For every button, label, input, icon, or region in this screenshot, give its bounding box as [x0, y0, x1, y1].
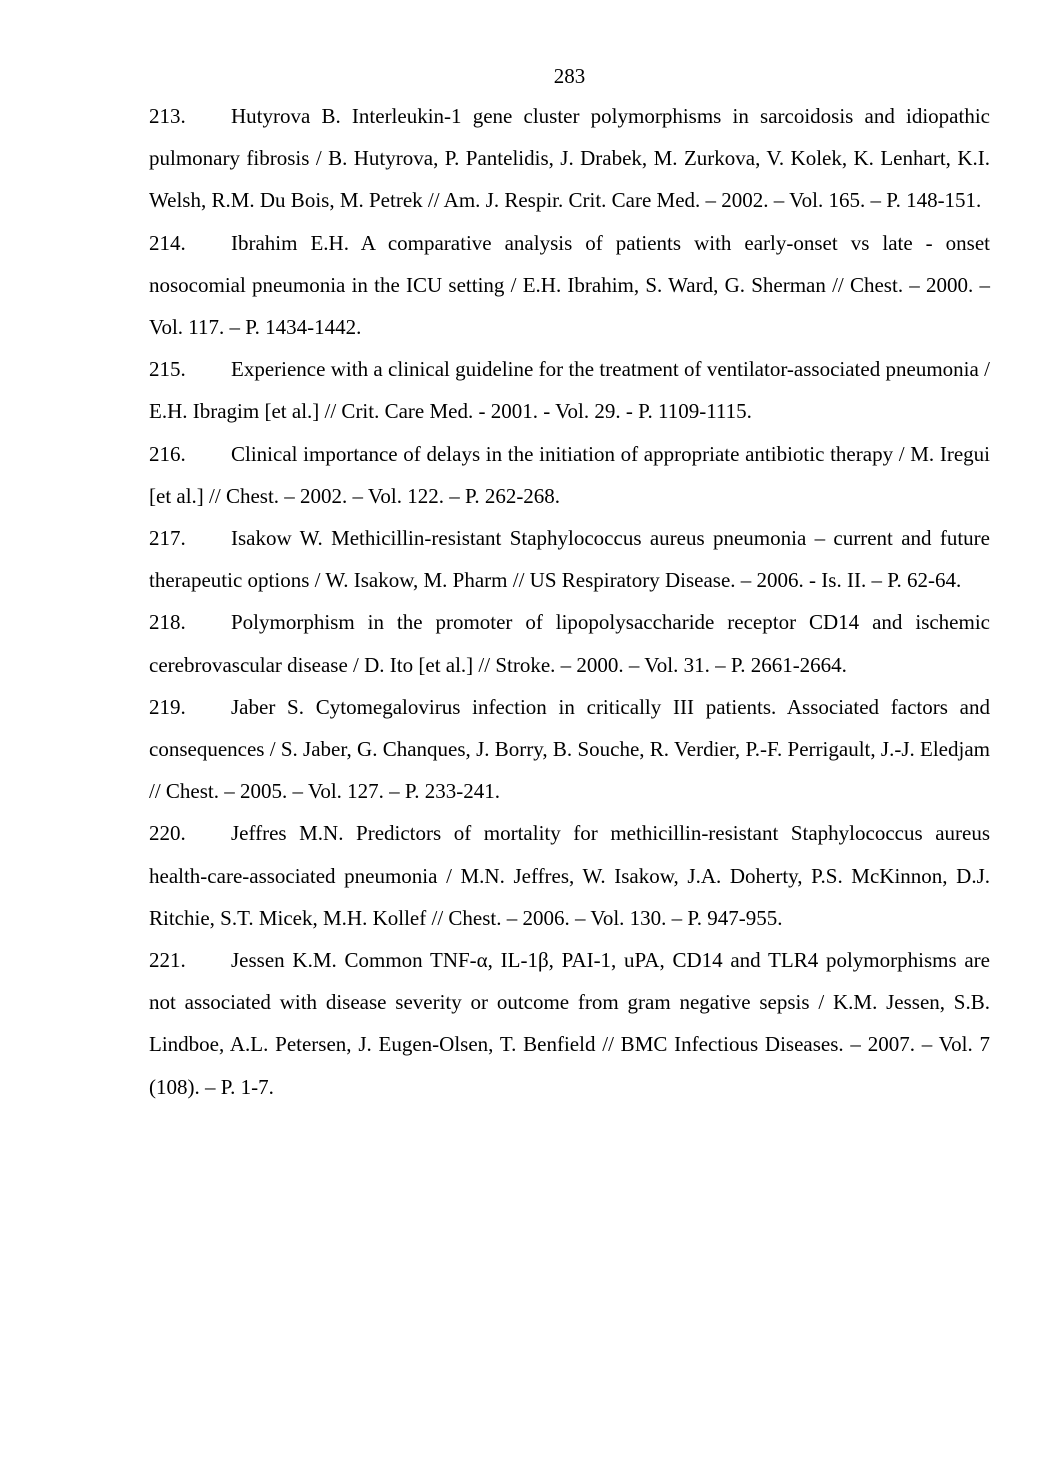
reference-number: 220. — [149, 821, 186, 846]
reference-item — [149, 222, 990, 349]
reference-item — [149, 686, 990, 813]
reference-text: Polymorphism in the promoter of lipopolysaccharide receptor CD14 and ischemic cerebrovascular disease / D. Ito [et al.] // Stroke. – 2000. – Vol. 31. – P. 2661-2664. — [149, 610, 990, 677]
reference-text: Experience with a clinical guideline for the treatment of ventilator-associated pneumonia / E.H. Ibragim [et al.] // Crit. Care Med. - 2001. - Vol. 29. - P. 1109-1115. — [149, 357, 990, 424]
reference-text: Jessen K.M. Common TNF-α, IL-1β, PAI-1, uPA, CD14 and TLR4 polymorphisms are not associated with disease severity or outcome from gram negative sepsis / K.M. Jessen, S.B. Lindboe, A.L. Petersen, J. Eugen-Olsen, T. Benfield // BMC Infectious Diseases. – 2007. – Vol. 7 (108). – P. 1-7. — [149, 948, 990, 1099]
reference-number: 221. — [149, 948, 186, 973]
page-number: 283 — [553, 64, 586, 88]
reference-number: 215. — [149, 357, 186, 382]
reference-number: 216. — [149, 441, 186, 466]
reference-text: Clinical importance of delays in the initiation of appropriate antibiotic therapy / M. Iregui [et al.] // Chest. – 2002. – Vol. 122. – P. 262-268. — [149, 441, 990, 508]
reference-text: Ibrahim E.H. A comparative analysis of patients with early-onset vs late - onset nosocomial pneumonia in the ICU setting / E.H. Ibrahim, S. Ward, G. Sherman // Chest. – 2000. – Vol. 117. – P. 1434-1442. — [149, 230, 990, 340]
reference-text: Jeffres M.N. Predictors of mortality for methicillin-resistant Staphylococcus aureus health-care-associated pneumonia / M.N. Jeffres, W. Isakow, J.A. Doherty, P.S. McKinnon, D.J. Ritchie, S.T. Micek, M.H. Kollef // Chest. – 2006. – Vol. 130. – P. 947-955. — [149, 821, 990, 930]
reference-item — [149, 433, 990, 517]
reference-item — [149, 348, 990, 432]
reference-text: Isakow W. Methicillin-resistant Staphylococcus aureus pneumonia – current and future therapeutic options / W. Isakow, M. Pharm // US Respiratory Disease. – 2006. - Is. II. – P. 62-64. — [149, 526, 990, 593]
reference-item — [149, 812, 990, 939]
reference-number: 213. — [149, 104, 186, 128]
reference-item — [149, 601, 990, 685]
reference-text: Hutyrova B. Interleukin-1 gene cluster polymorphisms in sarcoidosis and idiopathic pulmonary fibrosis / B. Hutyrova, P. Pantelidis, J. Drabek, M. Zurkova, V. Kolek, K. Lenhart, K.I. Welsh, R.M. Du Bois, M. Petrek // Am. J. Respir. Crit. Care Med. – 2002. – Vol. 165. – P. 148-151. — [149, 104, 990, 213]
reference-number: 218. — [149, 610, 186, 635]
reference-list — [149, 95, 990, 1108]
reference-item — [149, 517, 990, 601]
reference-number: 217. — [149, 526, 186, 551]
reference-item — [149, 939, 990, 1108]
reference-number: 214. — [149, 230, 186, 255]
reference-text: Jaber S. Cytomegalovirus infection in critically III patients. Associated factors and consequences / S. Jaber, G. Chanques, J. Borry, B. Souche, R. Verdier, P.-F. Perrigault, J.-J. Eledjam // Chest. – 2005. – Vol. 127. – P. 233-241. — [149, 694, 990, 804]
reference-item — [149, 95, 990, 222]
reference-number: 219. — [149, 694, 186, 719]
